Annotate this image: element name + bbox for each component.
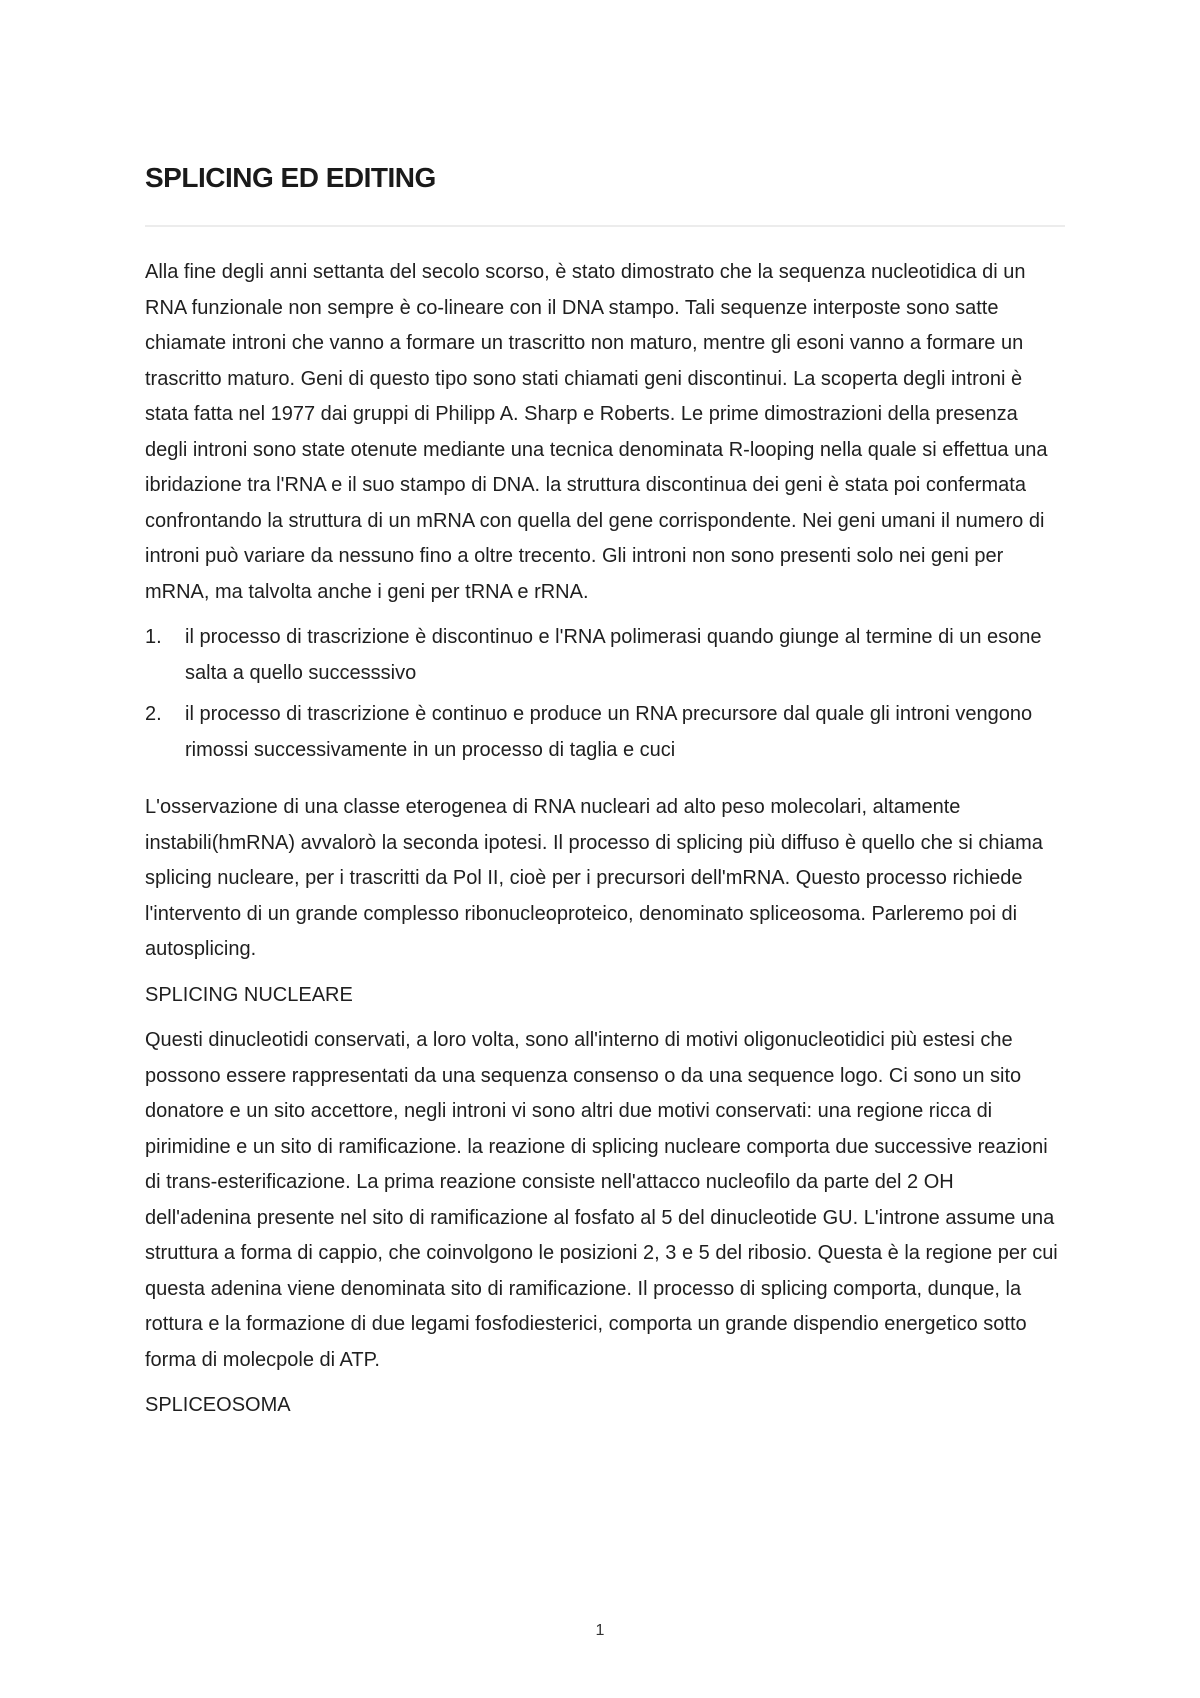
list-item (145, 620, 1065, 691)
hypotheses-list (145, 620, 1065, 768)
title-divider (145, 225, 1065, 227)
hmrna-paragraph: L'osservazione di una classe eterogenea di RNA nucleari ad alto peso molecolari, altamente instabili(hmRNA) avvalorò la seconda ipotesi. Il processo di splicing più diffuso è quello che si chiama splicing nucleare, per i trascritti da Pol II, cioè per i precursori dell'mRNA. Questo processo richiede l'intervento di un grande complesso ribonucleoproteico, denominato spliceosoma. Parleremo poi di autosplicing. (145, 796, 1043, 960)
list-item-text: il processo di trascrizione è continuo e produce un RNA precursore dal quale gli introni vengono rimossi successivamente in un processo di taglia e cuci (185, 703, 1033, 761)
page-content (145, 158, 1065, 1434)
list-item-number: 2. (145, 703, 162, 725)
page-number: 1 (595, 1622, 605, 1639)
section-heading-splicing-nucleare: SPLICING NUCLEARE (145, 983, 353, 1006)
list-item-number: 1. (145, 626, 162, 648)
list-item-text: il processo di trascrizione è discontinuo e l'RNA polimerasi quando giunge al termine di un esone salta a quello successsivo (185, 626, 1042, 684)
section-heading-spliceosoma: SPLICEOSOMA (145, 1394, 291, 1416)
splicing-nucleare-paragraph: Questi dinucleotidi conservati, a loro volta, sono all'interno di motivi oligonucleotidici più estesi che possono essere rappresentati da una sequenza consenso o da una sequence logo. Ci sono un sito donatore e un sito accettore, negli introni vi sono altri due motivi conservati: una regione ricca di pirimidine e un sito di ramificazione. la reazione di splicing nucleare comporta due successive reazioni di trans-esterificazione. La prima reazione consiste nell'attacco nucleofilo da parte del 2 OH dell'adenina presente nel sito di ramificazione al fosfato al 5 del dinucleotide GU. L'introne assume una struttura a forma di cappio, che coinvolgono le posizioni 2, 3 e 5 del ribosio. Questa è la regione per cui questa adenina viene denominata sito di ramificazione. Il processo di splicing comporta, dunque, la rottura e la formazione di due legami fosfodiesterici, comporta un grande dispendio energetico sotto forma di molecpole di ATP. (145, 1029, 1058, 1371)
intro-paragraph: Alla fine degli anni settanta del secolo scorso, è stato dimostrato che la sequenza nucleotidica di un RNA funzionale non sempre è co-lineare con il DNA stampo. Tali sequenze interposte sono satte chiamate introni che vanno a formare un trascritto non maturo, mentre gli esoni vanno a formare un trascritto maturo. Geni di questo tipo sono stati chiamati geni discontinui. La scoperta degli introni è stata fatta nel 1977 dai gruppi di Philipp A. Sharp e Roberts. Le prime dimostrazioni della presenza degli introni sono state otenute mediante una tecnica denominata R-looping nella quale si effettua una ibridazione tra l'RNA e il suo stampo di DNA. la struttura discontinua dei geni è stata poi confermata confrontando la struttura di un mRNA con quella del gene corrispondente. Nei geni umani il numero di introni può variare da nessuno fino a oltre trecento. Gli introni non sono presenti solo nei geni per mRNA, ma talvolta anche i geni per tRNA e rRNA. (145, 261, 1048, 603)
page-title: SPLICING ED EDITING (145, 162, 436, 193)
list-item (145, 697, 1065, 768)
